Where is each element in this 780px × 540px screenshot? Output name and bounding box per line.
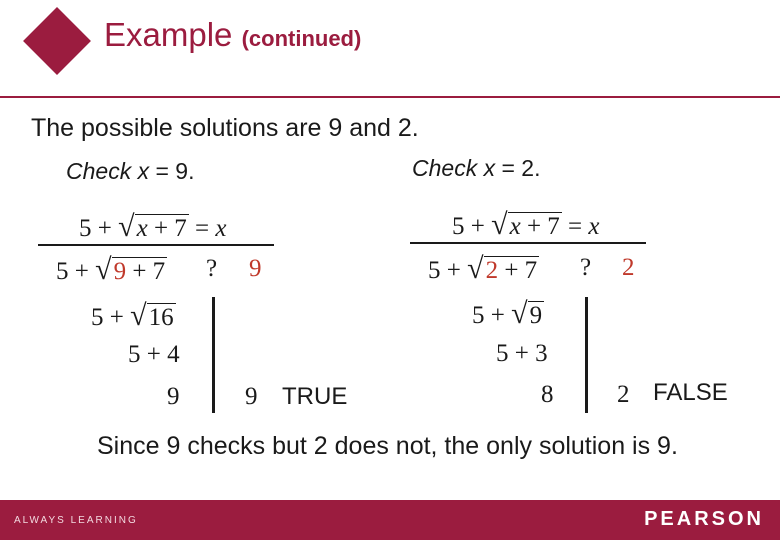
title-subtitle: (continued) [241,26,362,51]
right-question-mark: ? [580,254,592,281]
right-result-right: 2 [617,381,630,408]
five-plus: 5 + [428,257,461,284]
left-verdict: TRUE [282,383,348,410]
radicand [135,214,189,242]
radicand: 16 [148,304,174,331]
intro-text: The possible solutions are 9 and 2. [31,114,419,142]
five-plus: 5 + [79,215,112,242]
left-result-right: 9 [245,383,258,410]
check-tail: = 2. [495,155,541,181]
sqrt-icon: √ [511,297,528,330]
title-divider [0,96,780,98]
conclusion-text: Since 9 checks but 2 does not, the only solution is 9. [97,432,678,460]
radicand: 9 [529,302,543,329]
left-step2 [91,299,176,333]
left-question-mark: ? [206,255,218,282]
check-var: x [483,155,496,181]
right-rhs-value: 2 [622,254,635,281]
radicand [484,256,540,284]
left-substitution [56,253,167,287]
check-word: Check [412,155,478,181]
sqrt-icon: √ [95,253,112,286]
right-equation [452,208,600,242]
title-main: Example [104,16,233,53]
right-table-vline [585,297,588,413]
title-diamond-icon [23,7,91,75]
sqrt-icon: √ [467,252,484,285]
five-plus: 5 + [56,258,89,285]
check-label-left [66,158,195,185]
right-substitution [428,252,539,286]
rhs-var: x [588,213,600,240]
equals-sign: = [195,215,210,242]
check-label-right [412,155,541,182]
radicand [508,212,562,240]
left-result-left: 9 [167,383,180,410]
slide-title [104,16,361,54]
rhs-var: x [215,215,227,242]
substituted-value: 2 [485,257,499,284]
radicand-tail: + 7 [520,213,560,240]
radicand-var: x [509,213,521,240]
sqrt-icon: √ [118,210,135,243]
right-step3: 5 + 3 [496,340,548,367]
five-plus: 5 + [91,304,124,331]
footer-tagline: ALWAYS LEARNING [14,515,138,526]
sqrt-icon: √ [130,299,147,332]
radicand [112,257,168,285]
right-verdict: FALSE [653,379,728,406]
five-plus: 5 + [472,302,505,329]
radicand-tail: + 7 [126,258,166,285]
equals-sign: = [568,213,583,240]
pearson-logo: PEARSON [644,508,764,530]
left-rhs-value: 9 [249,255,262,282]
right-result-left: 8 [541,381,554,408]
left-equation [79,210,227,244]
footer-bar [0,500,780,540]
left-table-hline [38,244,274,246]
sqrt-icon: √ [491,208,508,241]
check-var: x [137,158,150,184]
radicand-tail: + 7 [498,257,538,284]
five-plus: 5 + [452,213,485,240]
substituted-value: 9 [113,258,127,285]
left-step3: 5 + 4 [128,341,180,368]
right-table-hline [410,242,646,244]
right-step2 [472,297,544,331]
radicand-var: x [136,215,148,242]
check-word: Check [66,158,132,184]
left-table-vline [212,297,215,413]
radicand-tail: + 7 [147,215,187,242]
check-tail: = 9. [149,158,195,184]
